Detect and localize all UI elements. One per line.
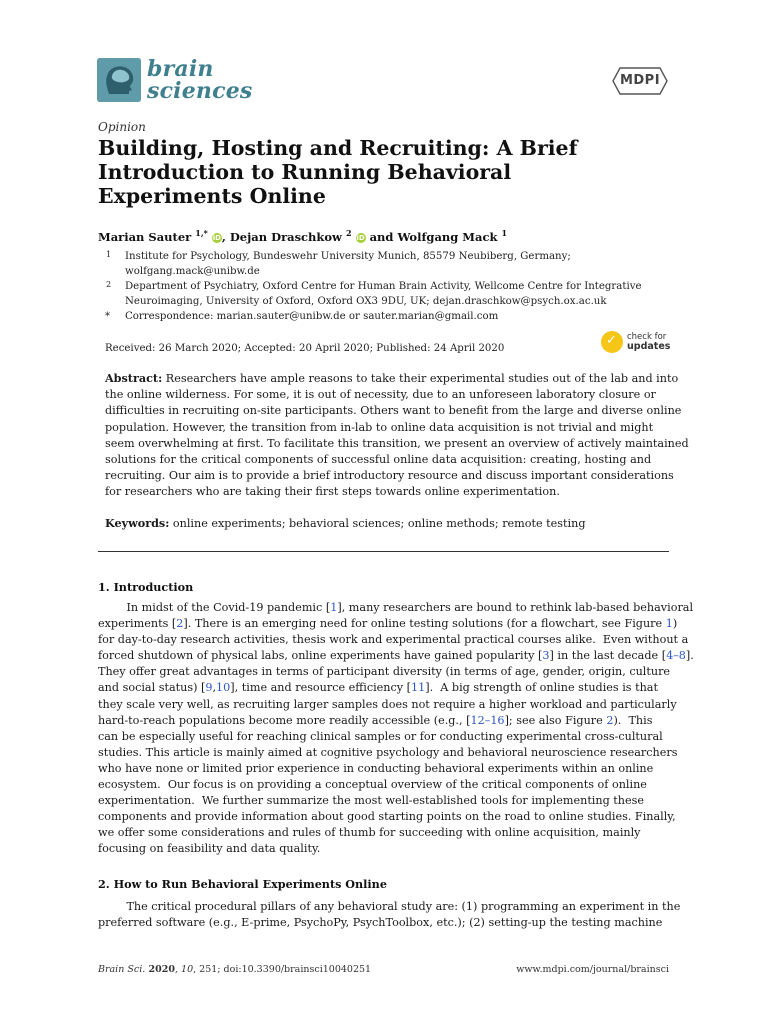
title-line: Building, Hosting and Recruiting: A Brief (98, 136, 578, 160)
reference-link[interactable]: 1 (330, 601, 338, 614)
abstract-line (105, 370, 679, 387)
reference-link[interactable]: 4–8 (666, 649, 686, 663)
body-line (98, 777, 669, 793)
body-text-segment: ], time and resource efficiency [ (230, 681, 411, 695)
affiliation-item (98, 250, 685, 279)
abstract-text: Researchers have ample reasons to take their experimental studies out of the lab and into (162, 372, 679, 385)
check-updates-icon: ✓ (601, 331, 623, 353)
body-line (98, 745, 678, 761)
keywords (105, 516, 585, 530)
check-for-updates-badge[interactable] (601, 331, 670, 353)
body-line (98, 616, 678, 632)
body-text-segment: ]. A big strength of online studies is that (425, 681, 658, 695)
body-line (98, 729, 669, 745)
body-text-segment: , (212, 681, 217, 695)
mdpi-logo (612, 66, 668, 96)
orcid-icon[interactable]: iD (356, 233, 365, 242)
abstract-label: Abstract: (105, 371, 163, 385)
body-text-segment: ecosystem. Our focus is on providing a conceptual overview of the critical components of online (98, 778, 647, 792)
author-separator: and (365, 229, 398, 244)
author-affil-sup: 2 (345, 228, 352, 238)
body-text-segment: ]; see also Figure (504, 713, 607, 727)
body-text-segment: ] in the last decade [ (549, 649, 667, 663)
body-text-segment: studies. This article is mainly aimed at cognitive psychology and behavioral neuroscience researchers (98, 745, 678, 759)
section-heading: 1. Introduction (98, 580, 194, 594)
body-line (98, 793, 669, 809)
article-type: Opinion (98, 120, 146, 134)
section-body (98, 600, 694, 858)
body-text-segment: ) (672, 617, 678, 631)
check-updates-line2: updates (627, 340, 671, 352)
section-heading: 2. How to Run Behavioral Experiments Online (98, 877, 387, 891)
body-text-segment: forced shutdown of physical labs, online experiments have gained popularity [ (98, 649, 543, 663)
body-text-segment: they scale very well, as recruiting larger samples does not require a higher workload and particularly (98, 697, 677, 711)
reference-link[interactable]: 11 (411, 681, 426, 695)
body-text-segment: preferred software (e.g., E-prime, PsychoPy, PsychToolbox, etc.); (2) setting-up the testing machine (98, 916, 663, 930)
reference-link[interactable]: 3 (542, 649, 550, 663)
journal-name-line1: brain (147, 56, 214, 82)
body-line (98, 915, 669, 931)
body-line (98, 761, 669, 777)
body-text-segment: ], many researchers are bound to rethink lab-based behavioral (337, 601, 694, 614)
abstract-line: recruiting. Our aim is to provide a brief introductory resource and discuss important considerations (105, 469, 674, 483)
body-line (98, 680, 669, 696)
reference-link[interactable]: 12–16 (470, 713, 505, 727)
check-updates-text (627, 333, 670, 352)
footer-citation (98, 964, 371, 975)
abstract-line: seem overwhelming at first. To facilitate this transition, we present an overview of actively maintained (105, 436, 689, 450)
body-text-segment: In midst of the Covid-19 pandemic [ (98, 601, 331, 614)
body-text-segment: The critical procedural pillars of any behavioral study are: (1) programming an experiment in the (98, 900, 681, 913)
title-line: Introduction to Running Behavioral (98, 160, 512, 184)
abstract-line: difficulties in recruiting on-site participants. Others want to benefit from the large and diverse online (105, 404, 682, 418)
body-text-segment: who have none or limited prior experience in conducting behavioral experiments within an online (98, 761, 654, 775)
footer-url[interactable]: www.mdpi.com/journal/brainsci (516, 964, 669, 975)
publication-dates: Received: 26 March 2020; Accepted: 20 April 2020; Published: 24 April 2020 (105, 343, 505, 354)
section-divider (98, 551, 669, 552)
reference-link[interactable]: 2 (176, 617, 184, 631)
brain-head-icon (97, 58, 141, 102)
author-name[interactable]: Marian Sauter (98, 229, 192, 244)
orcid-icon[interactable]: iD (212, 233, 221, 242)
abstract-line: for researchers who are taking their first steps towards online experimentation. (105, 485, 560, 499)
author-list (98, 228, 507, 244)
author-affil-sup: 1,* (195, 228, 208, 238)
check-updates-line1: check for (627, 331, 667, 342)
keywords-label: Keywords: (105, 516, 170, 530)
body-text-segment: ]. (685, 649, 694, 663)
correspondence-item (98, 310, 685, 325)
footer-volume: , 10 (175, 964, 194, 975)
article-title (98, 136, 658, 208)
body-line (98, 632, 689, 648)
journal-name-line2: sciences (147, 78, 253, 104)
author-name[interactable]: Dejan Draschkow (229, 229, 342, 244)
journal-logo (97, 58, 253, 102)
footer-doi[interactable]: , 251; doi:10.3390/brainsci10040251 (193, 964, 372, 975)
reference-link[interactable]: 1 (665, 617, 673, 631)
body-text-segment: and social status) [ (98, 681, 206, 695)
body-line (98, 713, 669, 729)
body-line (98, 697, 677, 713)
abstract (105, 370, 689, 501)
body-line (98, 899, 681, 915)
body-text-segment: hard-to-reach populations become more readily accessible (e.g., [ (98, 713, 471, 727)
reference-link[interactable]: 10 (216, 681, 231, 695)
keywords-text: online experiments; behavioral sciences; online methods; remote testing (169, 517, 586, 530)
body-text-segment: focusing on feasibility and data quality. (98, 842, 321, 856)
affiliation-line: Institute for Psychology, Bundeswehr University Munich, 85579 Neubiberg, Germany; (125, 251, 571, 262)
section-body (98, 899, 681, 931)
title-line: Experiments Online (98, 184, 326, 208)
correspondence-marker: * (105, 311, 110, 322)
body-line (98, 664, 669, 680)
correspondence-line[interactable]: Correspondence: marian.sauter@unibw.de or sauter.marian@gmail.com (125, 311, 499, 322)
abstract-line: the online wilderness. For some, it is out of necessity, due to an unforeseen laboratory closure or (105, 388, 656, 402)
body-text-segment: experimentation. We further summarize the most well-established tools for implementing these (98, 794, 644, 808)
abstract-line: solutions for the critical components of successful online data acquisition: creating, hosting and (105, 453, 652, 467)
abstract-line: population. However, the transition from in-lab to online data acquisition is not trivial and might (105, 420, 654, 434)
body-text-segment: They offer great advantages in terms of participant diversity (in terms of age, gender, origin, culture (98, 665, 671, 679)
journal-name (147, 58, 253, 102)
affiliation-number: 2 (106, 280, 112, 289)
body-text-segment: for day-to-day research activities, thesis work and experimental practical courses alike. Even without a (98, 633, 689, 647)
author-name[interactable]: Wolfgang Mack (397, 229, 498, 244)
footer-year: 2020 (145, 964, 175, 975)
affiliations (98, 250, 685, 326)
author-separator: , (221, 229, 230, 244)
body-text-segment: we offer some considerations and rules of thumb for succeeding with online acquisition, mainly (98, 826, 641, 840)
affiliation-line[interactable]: Neuroimaging, University of Oxford, Oxford OX3 9DU, UK; dejan.draschkow@psych.ox.ac.uk (125, 295, 607, 307)
affiliation-line: Department of Psychiatry, Oxford Centre for Human Brain Activity, Wellcome Centre for Integrative (125, 281, 642, 292)
publisher-name: MDPI (619, 73, 661, 88)
reference-link[interactable]: 2 (606, 713, 614, 727)
body-line (98, 600, 694, 616)
body-text-segment: experiments [ (98, 617, 177, 631)
body-line (98, 648, 694, 664)
author-affil-sup: 1 (501, 228, 508, 238)
affiliation-number: 1 (106, 250, 112, 259)
body-text-segment: can be especially useful for reaching clinical samples or for conducting experimental cross-cultural (98, 729, 663, 743)
affiliation-line[interactable]: wolfgang.mack@unibw.de (125, 265, 260, 277)
affiliation-item (98, 280, 685, 309)
body-text-segment: ). This (613, 713, 653, 727)
body-text-segment: ]. There is an emerging need for online testing solutions (for a flowchart, see Figure (183, 617, 666, 631)
body-line (98, 809, 676, 825)
body-line (98, 825, 669, 841)
body-line (98, 841, 669, 857)
footer-journal-abbr: Brain Sci. (98, 964, 146, 975)
body-text-segment: components and provide information about good starting points on the road to online studies. Finally, (98, 810, 676, 824)
reference-link[interactable]: 9 (205, 681, 213, 695)
